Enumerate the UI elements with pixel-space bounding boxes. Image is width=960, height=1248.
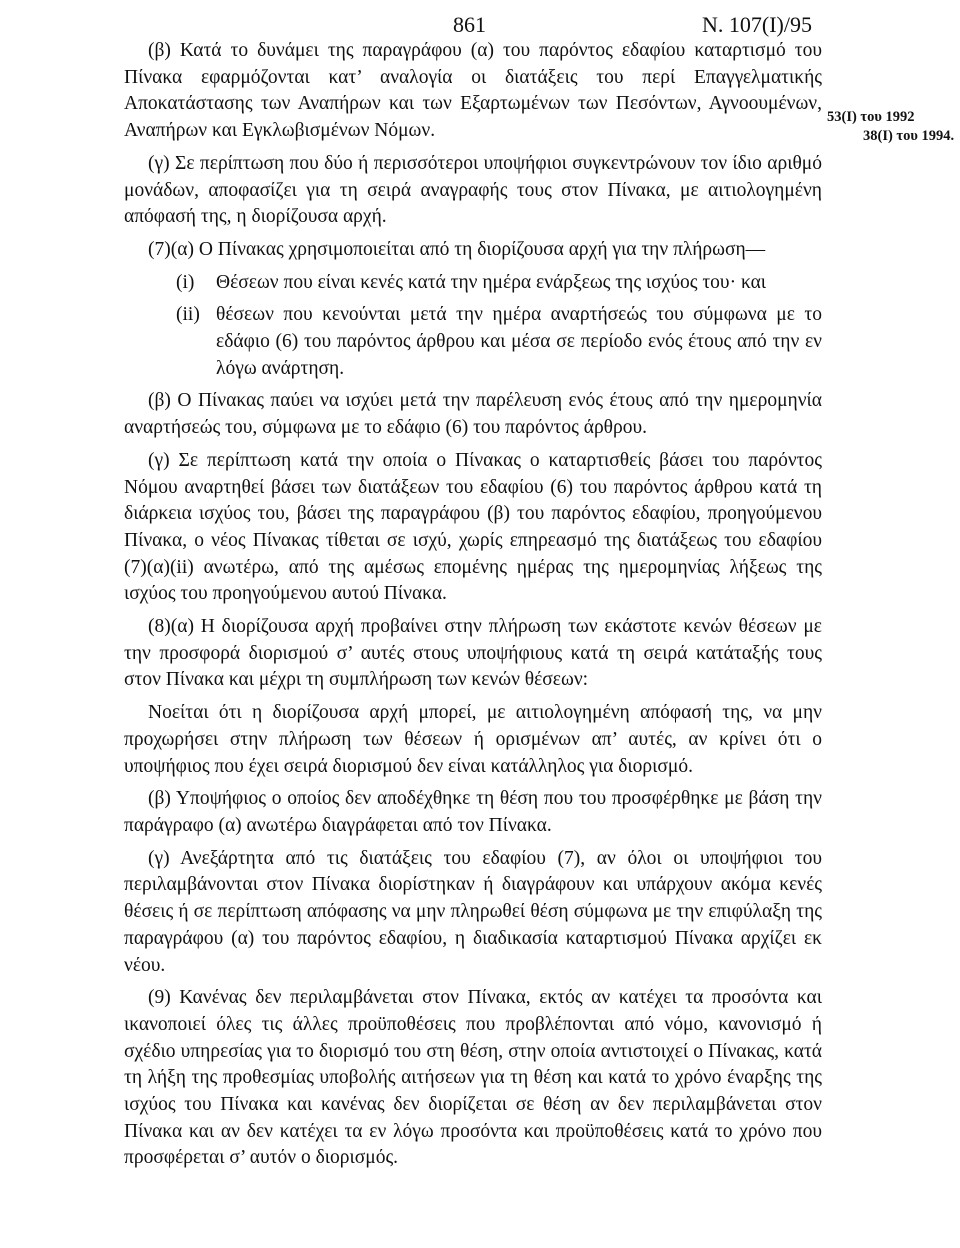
paragraph: (β) Κατά το δυνάμει της παραγράφου (α) του παρόντος εδαφίου καταρτισμό του Πίνακα εφαρμόζονται κατ’ αναλογία οι διατάξεις του περί Επαγγελματικής Αποκατάστασης των Αναπήρων και των Εξαρτωμένων των Πεσόντων, Αγνοουμένων, Αναπήρων και Εγκλωβισμένων Νόμων.: [124, 40, 822, 142]
paragraph: (β) Υποψήφιος ο οποίος δεν αποδέχθηκε τη θέση που του προσφέρθηκε με βάση την παράγραφο (α) ανωτέρω διαγράφεται από τον Πίνακα.: [124, 788, 822, 836]
page-header: [0, 10, 960, 40]
law-number: Ν. 107(Ι)/95: [702, 12, 812, 37]
paragraph: (γ) Ανεξάρτητα από τις διατάξεις του εδαφίου (7), αν όλοι οι υποψήφιοι του περιλαμβάνονται στον Πίνακα διορίστηκαν ή διαγράφουν και υπάρχουν ακόμα κενές θέσεις ή σε περίπτωση απόφασης να μην πληρωθεί θέση σύμφωνα με την επιφύλαξη της παραγράφου (α) του παρόντος εδαφίου, η διαδικασία καταρτισμού Πίνακα αρχίζει εκ νέου.: [124, 847, 822, 976]
margin-notes: [827, 108, 957, 146]
list-item-text: Θέσεων που είναι κενές κατά την ημέρα ενάρξεως της ισχύος του· και: [216, 271, 767, 293]
paragraph: (9) Κανένας δεν περιλαμβάνεται στον Πίνακα, εκτός αν κατέχει τα προσόντα και ικανοποιεί όλες τις άλλες προϋποθέσεις που προβλέπονται από νόμο, κανονισμό ή σχέδιο υπηρεσίας για το διορισμό του στη θέση, στην οποία αντιστοιχεί ο Πίνακας, κατά τη λήξη της προθεσμίας υποβολής αιτήσεων για τη θέση και κατά το χρόνο έναρξης της ισχύος του Πίνακα και κανένας δεν διορίζεται σε θέση αν δεν περιλαμβάνεται στον Πίνακα και αν δεν κατέχει τα εν λόγω προσόντα και προϋποθέσεις κατά το χρόνο που προσφέρεται σ’ αυτόν ο διορισμός.: [124, 987, 822, 1169]
list-item: [176, 270, 822, 297]
body-text: [124, 38, 822, 1178]
paragraph: Νοείται ότι η διορίζουσα αρχή μπορεί, με αιτιολογημένη απόφασή της, να μην προχωρήσει στην πλήρωση των θέσεων ή ορισμένων απ’ αυτές, αν κρίνει ότι ο υποψήφιος που έχει σειρά διορισμού δεν είναι κατάλληλος για διορισμό.: [124, 702, 822, 777]
list-item: [176, 302, 822, 382]
list-item-label: (ii): [176, 304, 200, 326]
paragraph: (7)(α) Ο Πίνακας χρησιμοποιείται από τη διορίζουσα αρχή για την πλήρωση—: [148, 238, 766, 260]
paragraph: (γ) Σε περίπτωση κατά την οποία ο Πίνακας ο καταρτισθείς βάσει του παρόντος Νόμου αναρτηθεί βάσει των διατάξεων του εδαφίου (6) του παρόντος άρθρου κατά τη διάρκεια ισχύος του, βάσει της παραγράφου (β) του παρόντος εδαφίου, προηγούμενου Πίνακα, ο νέος Πίνακας τίθεται σε ισχύ, χωρίς επηρεασμό της διατάξεως του εδαφίου (7)(α)(ii) ανωτέρω, από της αμέσως επομένης ημέρας της ημερομηνίας λήξεως της ισχύος του προηγούμενου αυτού Πίνακα.: [124, 449, 822, 605]
paragraph: (β) Ο Πίνακας παύει να ισχύει μετά την παρέλευση ενός έτους από την ημερομηνία αναρτήσεώς του, σύμφωνα με το εδάφιο (6) του παρόντος άρθρου.: [124, 390, 822, 439]
list-item-label: (i): [176, 271, 195, 293]
page-number: 861: [453, 12, 486, 37]
margin-note: 53(Ι) του 1992: [827, 109, 915, 125]
paragraph: (8)(α) Η διορίζουσα αρχή προβαίνει στην πλήρωση των εκάστοτε κενών θέσεων με την προσφορά διορισμού σ’ αυτές στους υποψήφιους κατά τη σειρά κατάταξής τους στον Πίνακα και μέχρι τη συμπλήρωση των κενών θέσεων:: [124, 616, 822, 691]
paragraph: (γ) Σε περίπτωση που δύο ή περισσότεροι υποψήφιοι συγκεντρώνουν τον ίδιο αριθμό μονάδων, αποφασίζει για τη σειρά αναγραφής τους στον Πίνακα, με αιτιολογημένη απόφασή της, η διορίζουσα αρχή.: [124, 152, 822, 228]
list-item-text: θέσεων που κενούνται μετά την ημέρα αναρτήσεώς του σύμφωνα με το εδάφιο (6) του παρόντος άρθρου και μέσα σε περίοδο ενός έτους από την εν λόγω ανάρτηση.: [216, 304, 822, 379]
margin-note: 38(Ι) του 1994.: [863, 128, 955, 144]
